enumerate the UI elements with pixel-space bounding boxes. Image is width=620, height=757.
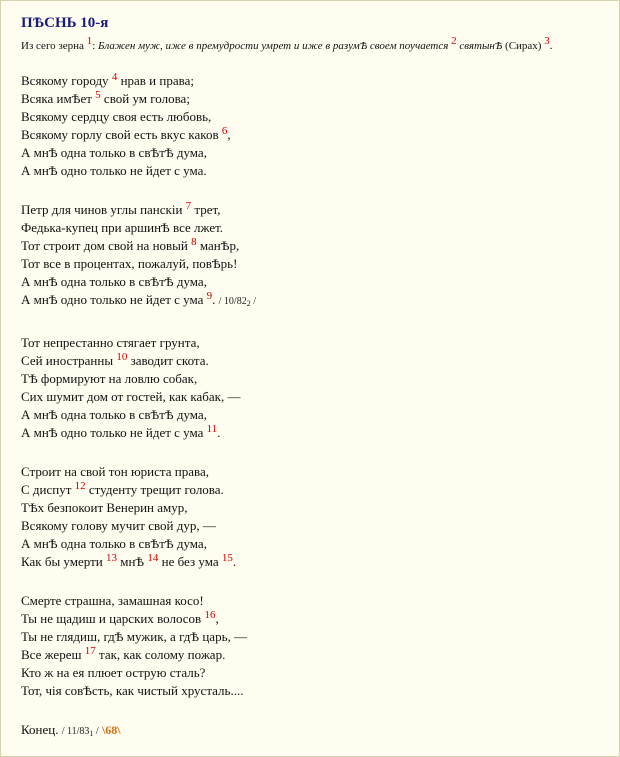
verse-text: А мнѢ одна только в свѢтѢ дума, [21,536,207,551]
verse-text: свой ум голова; [103,91,190,106]
verse-text: трет, [194,202,221,217]
footnote-ref[interactable]: 16 [204,609,216,621]
footnote-ref[interactable]: 11 [206,423,218,435]
poem-stanzas [21,72,611,700]
stanza [21,72,611,180]
verse-text: . [212,292,216,307]
verse-line [21,610,611,628]
footnote-ref[interactable]: 13 [105,552,117,564]
verse-line [21,352,611,370]
verse-text: Петр для чинов углы панскіи [21,202,183,217]
verse-line [21,499,611,517]
verse-text: манѢр, [199,238,240,253]
stanza [21,334,611,442]
verse-text: Ты не глядиш, гдѢ мужик, а гдѢ царь, — [21,629,248,644]
verse-text: Ты не щадиш и царских волосов [21,611,202,626]
verse-line [21,291,611,313]
footnote-ref[interactable]: 12 [74,480,86,492]
footnote-ref[interactable]: 4 [111,71,118,83]
verse-text: Федька-купец при аршинѢ все лжет. [21,220,224,235]
verse-line [21,535,611,553]
verse-text: не без ума [161,554,219,569]
footnote-ref[interactable]: 14 [147,552,159,564]
stanza [21,463,611,571]
verse-text: . [232,554,237,569]
verse-line [21,334,611,352]
footnote-ref[interactable]: 9 [206,290,213,302]
page-reference: / $11/83_1$ / [61,726,99,738]
verse-line [21,553,611,571]
verse-text: , [227,127,231,142]
footnote-ref[interactable]: 15 [221,552,233,564]
footnote-ref[interactable]: 17 [84,645,96,657]
verse-text: С диспут [21,482,72,497]
verse-text: Все жереш [21,647,82,662]
footnote-ref[interactable]: 10 [116,351,128,363]
verse-text: Тот строит дом свой на новый [21,238,188,253]
document-body [21,12,611,743]
stanza [21,592,611,700]
verse-text: Тот непрестанно стягает грунта, [21,335,200,350]
verse-line [21,463,611,481]
verse-text: Строит на свой тон юриста права, [21,464,209,479]
stanza [21,201,611,313]
verse-text: мнѢ [120,554,145,569]
verse-line [21,664,611,682]
epigraph-colon: : [92,40,96,52]
page-number: \68\ [101,723,121,737]
verse-line [21,273,611,291]
verse-text: , [215,611,219,626]
verse-text: Сей иностранны [21,353,114,368]
verse-line [21,481,611,499]
verse-text: А мнѢ одна только в свѢтѢ дума, [21,145,207,160]
verse-text: Смерте страшна, замашная косо! [21,593,204,608]
verse-text: А мнѢ одно только не йдет с ума [21,425,204,440]
epigraph-quote-end: святынѢ [459,40,503,52]
verse-line [21,628,611,646]
epigraph-quote: Блажен муж, иже в премудрости умрет и иже в разумѢ своем поучается [98,40,449,52]
verse-line [21,144,611,162]
verse-text: А мнѢ одна только в свѢтѢ дума, [21,407,207,422]
verse-text: Кто ж на ея плюет острую сталь? [21,665,206,680]
epigraph [21,35,611,54]
footnote-ref[interactable]: 5 [95,89,101,101]
verse-line [21,388,611,406]
verse-line [21,406,611,424]
footnote-ref-1[interactable]: 1 [86,35,93,47]
verse-line [21,162,611,180]
verse-text: нрав и права; [120,73,194,88]
verse-line [21,90,611,108]
footnote-ref-2[interactable]: 2 [451,35,457,47]
verse-text: А мнѢ одно только не йдет с ума [21,292,204,307]
verse-text: Всякому голову мучит свой дур, — [21,518,216,533]
verse-text: ТѢх безпокоит Венерин амур, [21,500,188,515]
verse-text: Тот, чія совѢсть, как чистый хрусталь.... [21,683,244,698]
epigraph-source: (Сирах) [505,40,542,52]
ending-line [21,721,611,743]
verse-text: Сих шумит дом от гостей, как кабак, — [21,389,241,404]
footnote-ref[interactable]: 8 [191,236,197,248]
verse-text: Тот все в процентах, пожалуй, повѢрь! [21,256,238,271]
epigraph-period: . [549,40,553,52]
verse-text: студенту трещит голова. [88,482,224,497]
verse-text: заводит скота. [130,353,209,368]
verse-line [21,255,611,273]
verse-line [21,517,611,535]
verse-line [21,237,611,255]
verse-text: Всякому сердцу своя есть любовь, [21,109,212,124]
verse-text: Всякому городу [21,73,109,88]
verse-line [21,108,611,126]
footnote-ref-3[interactable]: 3 [544,35,550,47]
verse-line [21,424,611,442]
page-reference: / $10/82_2$ / [218,296,256,308]
verse-text: Как бы умерти [21,554,103,569]
verse-line [21,592,611,610]
verse-line [21,370,611,388]
verse-text: . [217,425,221,440]
epigraph-prefix: Из сего зерна [21,40,84,52]
footnote-ref[interactable]: 7 [185,200,192,212]
verse-text: Всяка имѢет [21,91,92,106]
verse-line [21,72,611,90]
song-title: ПѢСНЬ 10-я [21,15,109,31]
verse-line [21,201,611,219]
verse-text: так, как солому пожар. [98,647,226,662]
verse-text: ТѢ формируют на ловлю собак, [21,371,198,386]
verse-line [21,646,611,664]
footnote-ref[interactable]: 6 [221,125,228,137]
verse-text: А мнѢ одно только не йдет с ума. [21,163,207,178]
verse-text: Всякому горлу свой есть вкус каков [21,127,219,142]
verse-line [21,682,611,700]
ending-text: Конец. [21,722,59,737]
verse-text: А мнѢ одна только в свѢтѢ дума, [21,274,207,289]
verse-line [21,219,611,237]
verse-line [21,126,611,144]
